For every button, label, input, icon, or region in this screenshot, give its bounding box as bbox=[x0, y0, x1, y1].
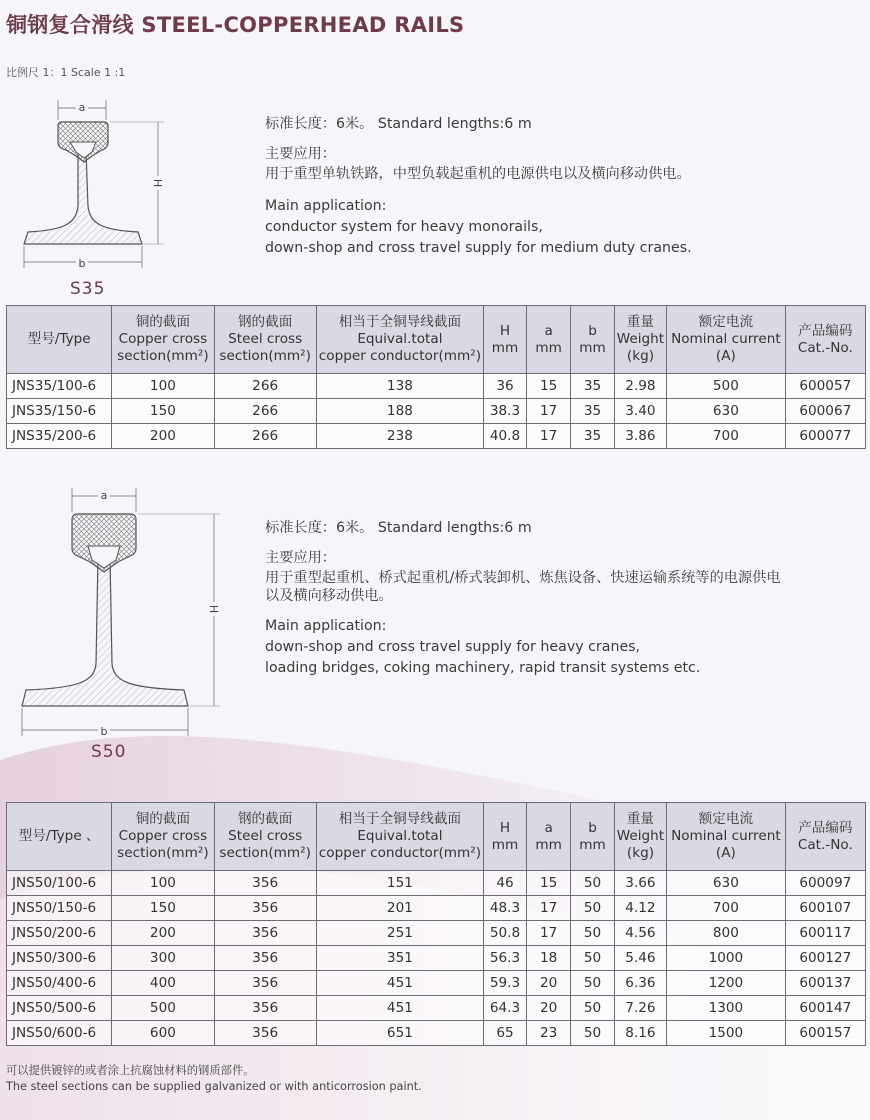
col-header-h: H mm bbox=[484, 306, 527, 374]
s50-application-en-line2: loading bridges, coking machinery, rapid transit systems etc. bbox=[265, 660, 701, 676]
page-title: 铜钢复合滑线 STEEL-COPPERHEAD RAILS bbox=[6, 13, 465, 37]
table-row: JNS50/600-6 600 356 651 65 23 50 8.16 1500 600157 bbox=[7, 1021, 866, 1046]
s35-spec-table bbox=[6, 305, 866, 449]
s50-application-cn-line1: 用于重型起重机、桥式起重机/桥式装卸机、炼焦设备、快速运输系统等的电源供电 bbox=[265, 570, 781, 586]
col-header-copper: 铜的截面 Copper cross section(mm²) bbox=[112, 306, 214, 374]
table-row: JNS50/100-6 100 356 151 46 15 50 3.66 630 600097 bbox=[7, 871, 866, 896]
s35-standard-length: 标准长度：6米。 Standard lengths:6 m bbox=[265, 116, 532, 132]
table-row: JNS50/500-6 500 356 451 64.3 20 50 7.26 1300 600147 bbox=[7, 996, 866, 1021]
scale-note: 比例尺 1：1 Scale 1 :1 bbox=[6, 66, 126, 79]
footnote-en: The steel sections can be supplied galvanized or with anticorrosion paint. bbox=[6, 1080, 422, 1093]
table-row: JNS35/200-6 200 266 238 40.8 17 35 3.86 700 600077 bbox=[7, 424, 866, 449]
col-header-b: b mm bbox=[571, 306, 614, 374]
col-header-equiv: 相当于全铜导线截面 Equival.total copper conductor(mm²) bbox=[316, 306, 483, 374]
s50-profile-drawing bbox=[14, 484, 234, 744]
s50-spec-table bbox=[6, 802, 866, 1046]
s35-dim-b: b bbox=[78, 257, 86, 270]
s35-application-cn: 用于重型单轨铁路，中型负载起重机的电源供电以及横向移动供电。 bbox=[265, 166, 691, 182]
col-header-type: 型号/Type 、 bbox=[7, 803, 112, 871]
col-header-weight: 重量 Weight (kg) bbox=[614, 803, 666, 871]
col-header-h: H mm bbox=[484, 803, 527, 871]
table-row: JNS50/200-6 200 356 251 50.8 17 50 4.56 800 600117 bbox=[7, 921, 866, 946]
s50-application-cn-title: 主要应用： bbox=[265, 550, 336, 566]
table-row: JNS50/150-6 150 356 201 48.3 17 50 4.12 700 600107 bbox=[7, 896, 866, 921]
table-row: JNS50/400-6 400 356 451 59.3 20 50 6.36 1200 600137 bbox=[7, 971, 866, 996]
s35-profile-drawing bbox=[18, 96, 198, 276]
col-header-steel: 钢的截面 Steel cross section(mm²) bbox=[214, 306, 316, 374]
col-header-a: a mm bbox=[527, 803, 571, 871]
s35-info bbox=[265, 114, 865, 259]
s35-application-en-line1: conductor system for heavy monorails, bbox=[265, 219, 543, 235]
s50-dim-a: a bbox=[100, 489, 108, 502]
table-row: JNS50/300-6 300 356 351 56.3 18 50 5.46 1000 600127 bbox=[7, 946, 866, 971]
col-header-equiv: 相当于全铜导线截面 Equival.total copper conductor(mm²) bbox=[316, 803, 483, 871]
s50-application-cn-line2: 以及横向移动供电。 bbox=[265, 588, 393, 604]
s50-profile-label: S50 bbox=[91, 742, 127, 762]
col-header-steel: 钢的截面 Steel cross section(mm²) bbox=[214, 803, 316, 871]
s35-application-en-line2: down-shop and cross travel supply for medium duty cranes. bbox=[265, 240, 692, 256]
s35-application-cn-title: 主要应用： bbox=[265, 146, 336, 162]
s50-standard-length: 标准长度：6米。 Standard lengths:6 m bbox=[265, 520, 532, 536]
col-header-copper: 铜的截面 Copper cross section(mm²) bbox=[112, 803, 214, 871]
col-header-type: 型号/Type bbox=[7, 306, 112, 374]
table-row: JNS35/150-6 150 266 188 38.3 17 35 3.40 630 600067 bbox=[7, 399, 866, 424]
footnote-cn: 可以提供镀锌的或者涂上抗腐蚀材料的钢质部件。 bbox=[6, 1064, 255, 1077]
col-header-current: 额定电流 Nominal current (A) bbox=[667, 803, 785, 871]
s50-dim-b: b bbox=[100, 725, 108, 738]
s50-application-en-title: Main application: bbox=[265, 618, 387, 634]
s50-application-en-line1: down-shop and cross travel supply for heavy cranes, bbox=[265, 639, 641, 655]
col-header-a: a mm bbox=[527, 306, 571, 374]
s35-dim-h: H bbox=[151, 178, 164, 188]
s35-application-en-title: Main application: bbox=[265, 198, 387, 214]
col-header-weight: 重量 Weight (kg) bbox=[614, 306, 666, 374]
s50-info bbox=[265, 518, 865, 679]
s35-profile-label: S35 bbox=[70, 279, 106, 299]
col-header-current: 额定电流 Nominal current (A) bbox=[667, 306, 785, 374]
s35-dim-a: a bbox=[78, 101, 86, 114]
s50-dim-h: H bbox=[207, 604, 220, 614]
col-header-cat: 产品编码 Cat.-No. bbox=[785, 306, 865, 374]
col-header-cat: 产品编码 Cat.-No. bbox=[785, 803, 865, 871]
table-row: JNS35/100-6 100 266 138 36 15 35 2.98 500 600057 bbox=[7, 374, 866, 399]
col-header-b: b mm bbox=[571, 803, 614, 871]
